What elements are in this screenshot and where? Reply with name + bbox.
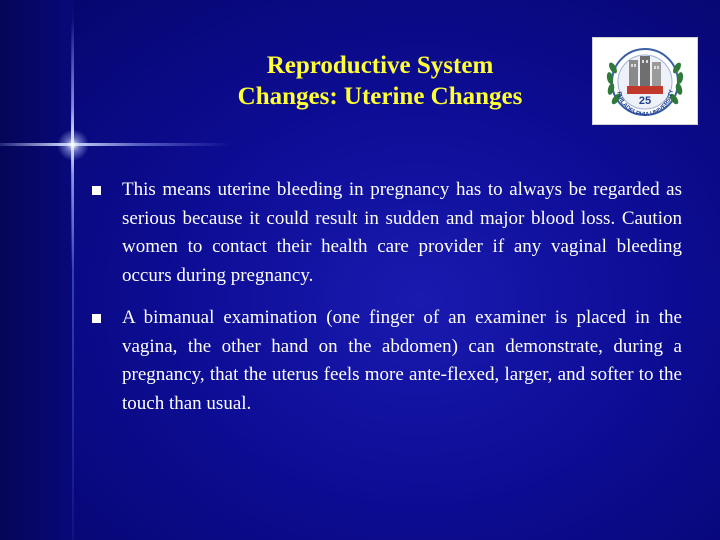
logo-ring-text: PHILADELPHIA UNIVERSITY — [615, 89, 675, 119]
title-line-1: Reproductive System — [266, 52, 494, 79]
university-logo — [592, 37, 698, 125]
bullet-item — [90, 304, 682, 418]
sparkle-horizontal-ray — [0, 143, 230, 146]
bullet-item — [90, 176, 682, 290]
left-decorative-band — [0, 0, 72, 540]
title-line-2: Changes: Uterine Changes — [237, 83, 523, 110]
bullet-text: This means uterine bleeding in pregnancy has to always be regarded as serious because it could result in sudden and major blood loss. Caution women to contact their health care provider if any vaginal bleeding occurs during pregnancy. — [122, 179, 682, 286]
slide-body — [90, 176, 682, 432]
slide-title — [190, 50, 570, 112]
bullet-text: A bimanual examination (one finger of an examiner is placed in the vagina, the other hand on the abdomen) can demonstrate, during a pregnancy, that the uterus feels more ante-flexed, larger, and softer to the touch than usual. — [122, 307, 682, 414]
sparkle-star-icon — [57, 129, 89, 161]
university-logo-icon — [593, 38, 697, 124]
square-bullet-icon — [92, 186, 101, 195]
logo-badge-number: 25 — [638, 95, 652, 107]
square-bullet-icon — [92, 314, 101, 323]
